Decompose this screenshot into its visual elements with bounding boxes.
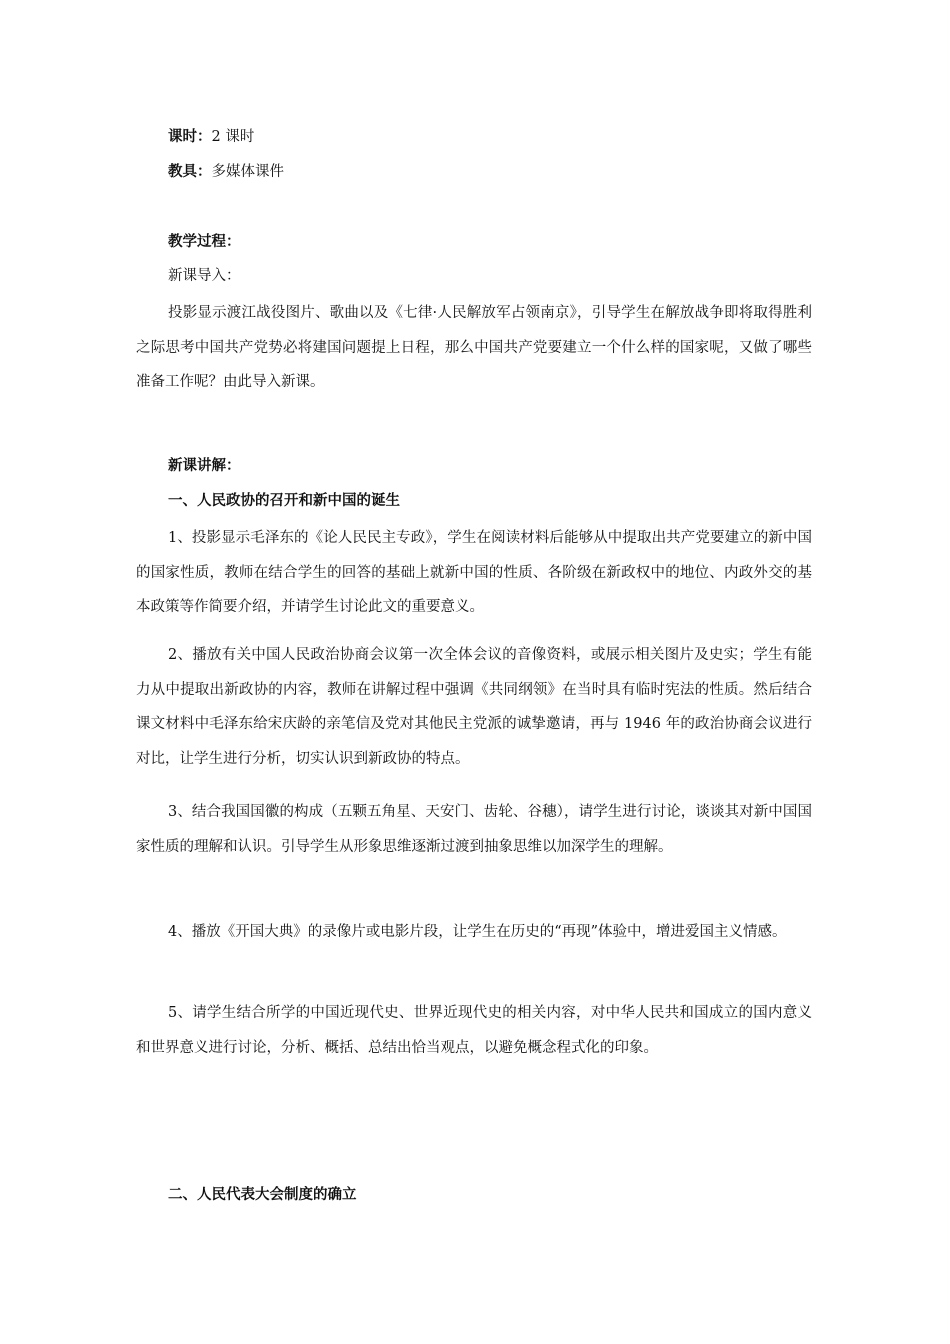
teaching-tools-value: 多媒体课件 bbox=[211, 164, 284, 180]
lecture-item-1: 1、投影显示毛泽东的《论人民民主专政》，学生在阅读材料后能够从中提取出共产党要建立的新中国的国家性质，教师在结合学生的回答的基础上就新中国的性质、各阶级在新政权中的地位、内政外交的基本政策等作简要介绍，并请学生讨论此文的重要意义。 bbox=[136, 530, 812, 615]
lecture-item-3: 3、结合我国国徽的构成（五颗五角星、天安门、齿轮、谷穗），请学生进行讨论，谈谈其对新中国国家性质的理解和认识。引导学生从形象思维逐渐过渡到抽象思维以加深学生的理解。 bbox=[136, 804, 812, 855]
class-hours-label: 课时： bbox=[168, 128, 212, 145]
process-heading: 教学过程： bbox=[168, 233, 241, 250]
class-hours-value: 2 课时 bbox=[211, 129, 255, 145]
teaching-tools-line bbox=[168, 162, 284, 182]
teaching-tools-label: 教具： bbox=[168, 163, 212, 180]
lecture-item-2: 2、播放有关中国人民政治协商会议第一次全体会议的音像资料，或展示相关图片及史实；学生有能力从中提取出新政协的内容，教师在讲解过程中强调《共同纲领》在当时具有临时宪法的性质。然后结合课文材料中毛泽东给宋庆龄的亲笔信及党对其他民主党派的诚挚邀请，再与 1946 年的政治协商会议进行对比，让学生进行分析，切实认识到新政协的特点。 bbox=[136, 647, 812, 767]
lecture-item-4: 4、播放《开国大典》的录像片或电影片段，让学生在历史的“再现”体验中，增进爱国主义情感。 bbox=[168, 924, 787, 940]
intro-paragraph: 投影显示渡江战役图片、歌曲以及《七律·人民解放军占领南京》，引导学生在解放战争即将取得胜利之际思考中国共产党势必将建国问题提上日程，那么中国共产党要建立一个什么样的国家呢，又做了哪些准备工作呢？由此导入新课。 bbox=[136, 305, 812, 390]
lecture-item-5: 5、请学生结合所学的中国近现代史、世界近现代史的相关内容，对中华人民共和国成立的国内意义和世界意义进行讨论，分析、概括、总结出恰当观点，以避免概念程式化的印象。 bbox=[136, 1005, 812, 1056]
lecture-heading: 新课讲解： bbox=[168, 457, 241, 474]
class-hours-line bbox=[168, 127, 254, 147]
section-2-title: 二、人民代表大会制度的确立 bbox=[168, 1186, 357, 1203]
section-1-title: 一、人民政协的召开和新中国的诞生 bbox=[168, 492, 400, 509]
intro-label: 新课导入： bbox=[168, 268, 241, 284]
